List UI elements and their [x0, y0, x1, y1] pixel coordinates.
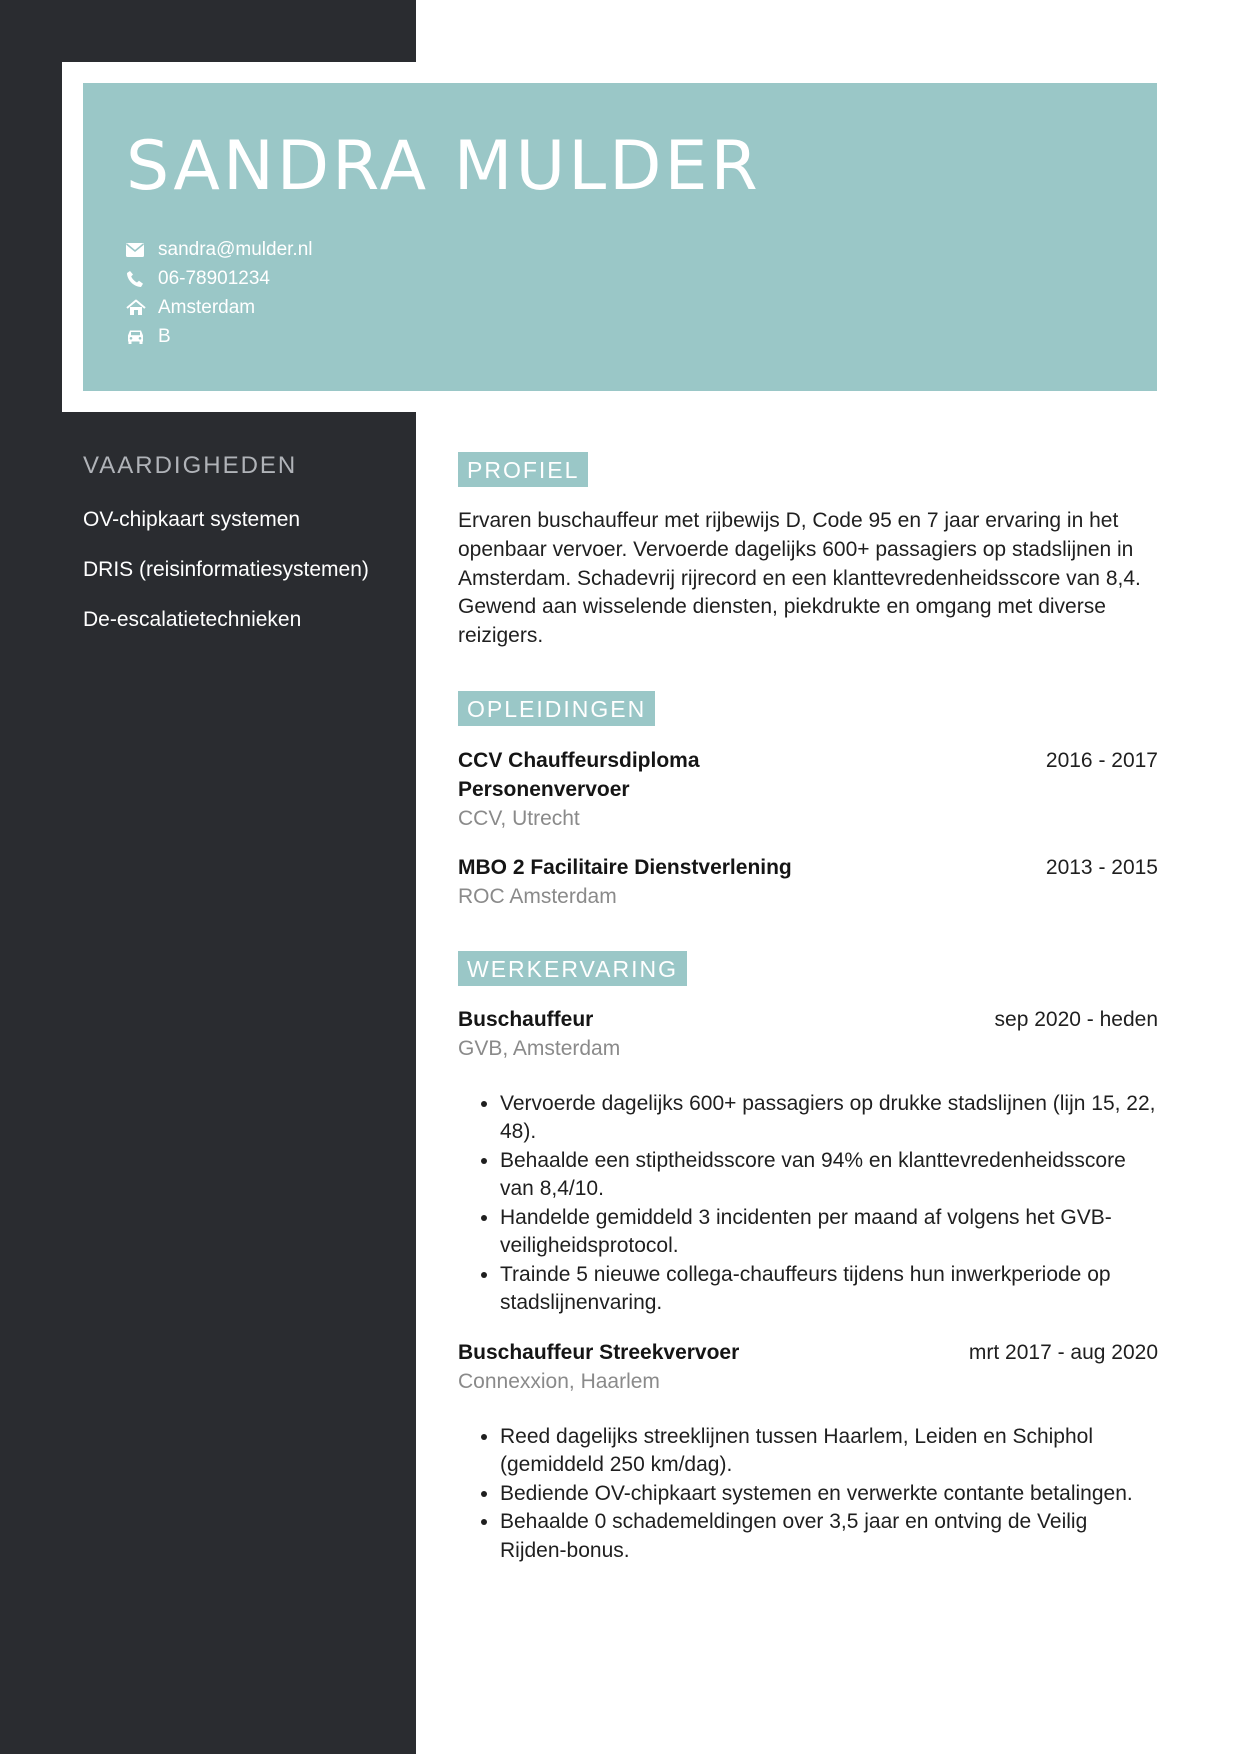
- phone-icon: [126, 270, 148, 288]
- profile-title: PROFIEL: [458, 452, 588, 487]
- job-org: GVB, Amsterdam: [458, 1036, 621, 1060]
- list-item: • Vervoerde dagelijks 600+ passagiers op drukke stadslijnen (lijn 15, 22, 48).: [500, 1090, 1158, 1147]
- list-item: • Trainde 5 nieuwe collega-chauffeurs tijdens hun inwerkperiode op stadslijnenvaring.: [500, 1261, 1158, 1318]
- job-org: Connexxion, Haarlem: [458, 1369, 660, 1393]
- education-org: CCV, Utrecht: [458, 806, 580, 830]
- education-entry: [458, 853, 1158, 911]
- experience-title: WERKERVARING: [458, 951, 687, 986]
- skill-item: De-escalatietechnieken: [83, 608, 302, 631]
- job-title: Buschauffeur Streekvervoer: [458, 1340, 740, 1364]
- person-name: SANDRA MULDER: [126, 127, 761, 206]
- education-section: [458, 691, 1158, 911]
- skill-item: OV-chipkaart systemen: [83, 508, 301, 531]
- education-title-text: CCV Chauffeursdiploma Personenvervoer: [458, 748, 700, 801]
- header-panel: [83, 83, 1157, 391]
- contact-location-text: Amsterdam: [158, 296, 256, 318]
- experience-section: [458, 951, 1158, 1566]
- education-title: OPLEIDINGEN: [458, 691, 655, 726]
- skills-title: VAARDIGHEDEN: [83, 452, 298, 479]
- skill-item: DRIS (reisinformatiesystemen): [83, 558, 369, 581]
- job-bullets: [458, 1090, 1158, 1318]
- education-org: ROC Amsterdam: [458, 884, 617, 908]
- car-icon: [126, 328, 148, 346]
- list-item: • Bediende OV-chipkaart systemen en verwerkte contante betalingen.: [500, 1480, 1158, 1509]
- job-date: sep 2020 - heden: [994, 1007, 1158, 1031]
- job-title: Buschauffeur: [458, 1007, 594, 1031]
- contact-email: [126, 235, 312, 264]
- contact-phone-text: 06-78901234: [158, 267, 270, 289]
- education-date: 2013 - 2015: [1045, 855, 1158, 879]
- experience-entry: [458, 1005, 1158, 1318]
- envelope-icon: [126, 241, 148, 259]
- education-date: 2016 - 2017: [1045, 748, 1158, 772]
- list-item: • Behaalde 0 schademeldingen over 3,5 jaar en ontving de Veilig Rijden-bonus.: [500, 1508, 1158, 1565]
- profile-section: [458, 452, 1158, 651]
- contact-license-text: B: [158, 325, 171, 347]
- job-date: mrt 2017 - aug 2020: [968, 1340, 1158, 1364]
- experience-entry: [458, 1338, 1158, 1566]
- contact-email-text[interactable]: sandra@mulder.nl: [158, 238, 313, 260]
- home-icon: [126, 299, 148, 317]
- contact-license: [126, 322, 312, 351]
- profile-text: Ervaren buschauffeur met rijbewijs D, Code 95 en 7 jaar ervaring in het openbaar vervoer. Vervoerde dagelijks 600+ passagiers op stadslijnen in Amsterdam. Schadevrij rijrecord en een klanttevredenheidsscore van 8,4. Gewend aan wisselende diensten, piekdrukte en omgang met diverse reizigers.: [458, 509, 1141, 648]
- main-content: [458, 452, 1158, 1565]
- contact-location: [126, 293, 312, 322]
- contact-phone: [126, 264, 312, 293]
- list-item: • Reed dagelijks streeklijnen tussen Haarlem, Leiden en Schiphol (gemiddeld 250 km/dag).: [500, 1423, 1158, 1480]
- contact-list: [126, 235, 312, 351]
- education-entry: [458, 746, 1158, 833]
- education-title-text: MBO 2 Facilitaire Dienstverlening: [458, 855, 792, 879]
- list-item: • Handelde gemiddeld 3 incidenten per maand af volgens het GVB-veiligheidsprotocol.: [500, 1204, 1158, 1261]
- skills-section: [83, 452, 403, 656]
- list-item: • Behaalde een stiptheidsscore van 94% en klanttevredenheidsscore van 8,4/10.: [500, 1147, 1158, 1204]
- job-bullets: [458, 1423, 1158, 1566]
